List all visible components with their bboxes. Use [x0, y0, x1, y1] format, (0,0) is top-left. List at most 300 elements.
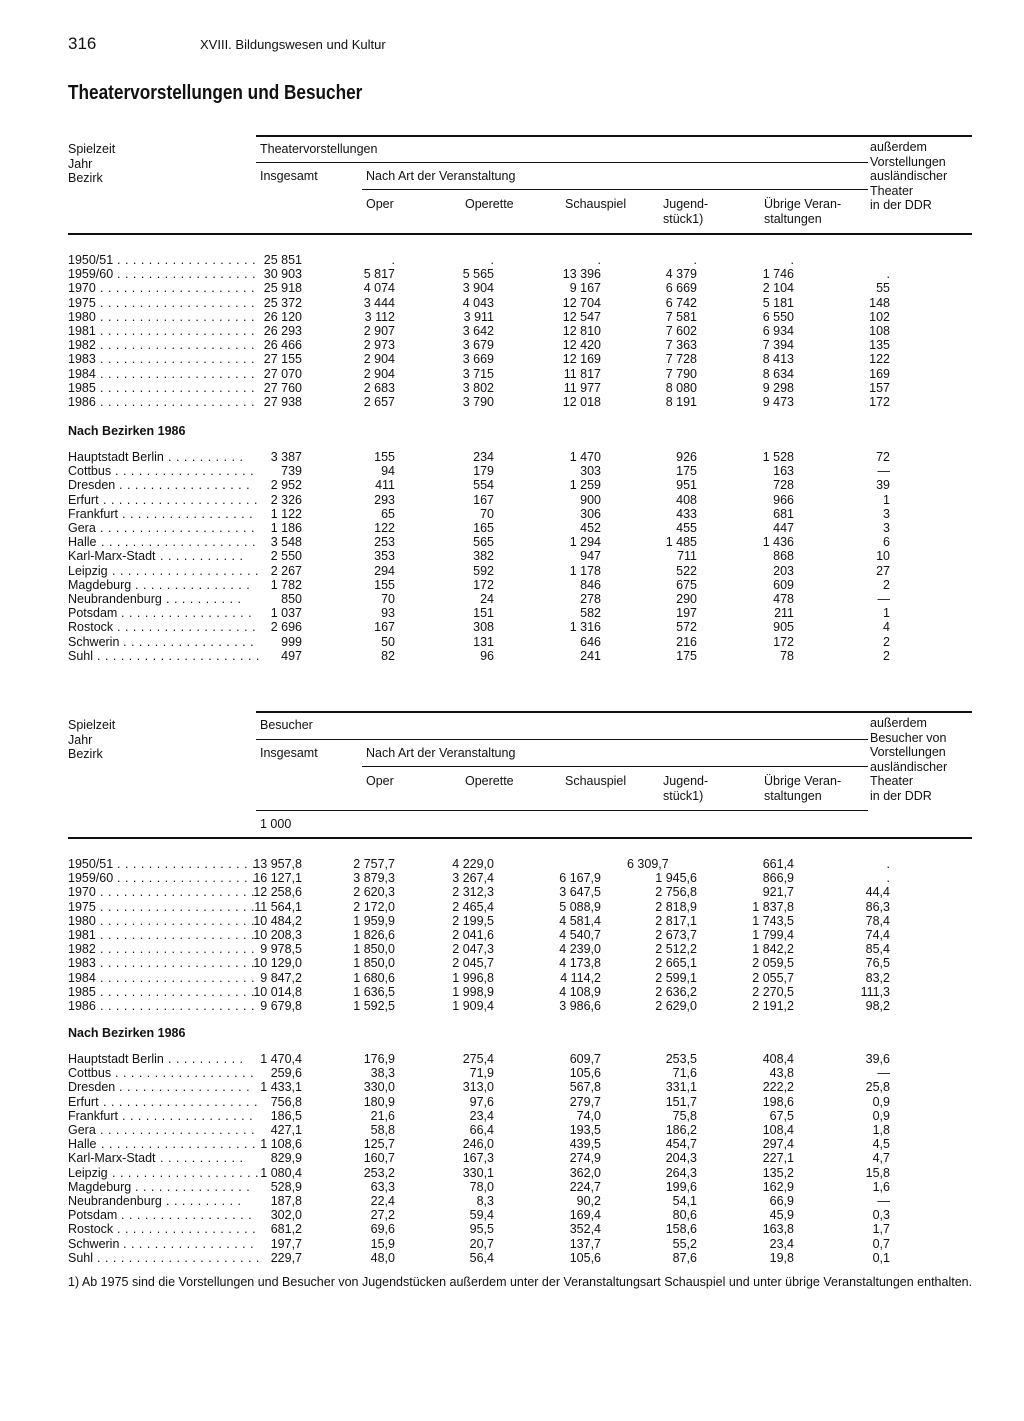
cell-value: 308	[473, 620, 494, 635]
cell-value: 148	[869, 295, 890, 310]
cell-value: 951	[676, 478, 697, 493]
t1-rule-bytype	[362, 189, 868, 190]
cell-value: 4,7	[872, 1151, 890, 1166]
table2-districts-row	[0, 1251, 1024, 1265]
leader-dots: . . . . . . . . . .	[166, 592, 242, 606]
cell-value: 246,0	[462, 1137, 494, 1152]
cell-value: 6 669	[665, 281, 697, 296]
table1-years-row	[0, 324, 1024, 338]
cell-value: 3	[883, 506, 890, 521]
table2-districts-row	[0, 1052, 1024, 1066]
table2-years-row	[0, 956, 1024, 970]
cell-value: 565	[473, 535, 494, 550]
leader-dots: . . . . . . . . . . . . . . . . . . . . .	[97, 648, 260, 663]
cell-value: 8 191	[665, 395, 697, 409]
cell-value: 97,6	[469, 1094, 494, 1109]
cell-value: 27 760	[263, 380, 302, 395]
cell-value: 3 802	[462, 380, 494, 395]
cell-value: 111,3	[860, 984, 890, 999]
cell-value: 11 564,1	[254, 899, 302, 914]
cell-value: 45,9	[769, 1208, 794, 1223]
cell-value: 3 790	[462, 395, 494, 409]
row-label: Hauptstadt Berlin	[68, 450, 164, 464]
leader-dots: . . . . . . . . . . . . . . . . . . . .	[100, 295, 255, 310]
cell-value: 8,3	[476, 1194, 494, 1208]
cell-value: 216	[676, 634, 697, 649]
cell-value: 3	[883, 521, 890, 535]
cell-value: 38,3	[370, 1066, 395, 1081]
table1-districts-row	[0, 606, 1024, 620]
cell-value: 1 837,8	[752, 899, 794, 914]
leader-dots: . . . . . . . . . . . . . . . . . . . .	[100, 970, 255, 985]
cell-value: 172	[473, 577, 494, 592]
row-label: Schwerin	[68, 1236, 120, 1251]
leader-dots: . . . . . . . . . . . . . . . . . . . .	[100, 395, 255, 409]
cell-value: 13 396	[562, 267, 601, 282]
leader-dots: . . . . . . . . . . . . . . . . .	[119, 478, 251, 493]
row-label: Frankfurt	[68, 506, 119, 521]
cell-value: 681	[773, 506, 794, 521]
cell-value: .	[391, 253, 395, 267]
leader-dots: . . . . . . . . . . . . . . . . .	[122, 1108, 254, 1123]
table1-years-row	[0, 395, 1024, 409]
cell-value: 253,5	[665, 1052, 697, 1066]
cell-value: 2	[883, 634, 890, 649]
table1-districts-row	[0, 535, 1024, 549]
cell-value: 11 817	[563, 366, 601, 381]
cell-value: 1 470,4	[260, 1052, 302, 1066]
cell-value: 11 977	[563, 380, 601, 395]
t2-rule-top	[256, 711, 972, 713]
leader-dots: . . . . . . . . . . . . . . . . . . . .	[100, 999, 255, 1013]
cell-value: 447	[773, 521, 794, 535]
leader-dots: . . . . . . . . . . . . . . . . . . . .	[100, 338, 255, 353]
leader-dots: . . . . . . . . . . . . . . . . . .	[117, 620, 257, 635]
cell-value: 2 055,7	[752, 970, 794, 985]
cell-value: 2 620,3	[353, 885, 395, 900]
cell-value: 172	[773, 634, 794, 649]
cell-value: 528,9	[270, 1179, 302, 1194]
cell-value: 2 047,3	[452, 942, 494, 957]
row-label: Dresden	[68, 478, 116, 493]
cell-value: 48,0	[370, 1250, 395, 1265]
row-label: Dresden	[68, 1080, 116, 1095]
cell-value: 131	[473, 634, 494, 649]
row-label: 1959/60	[68, 871, 114, 886]
table1-years-row	[0, 352, 1024, 366]
table1-districts-row	[0, 450, 1024, 464]
cell-value: 2 512,2	[655, 942, 697, 957]
t2-total-head: Insgesamt	[260, 746, 318, 760]
table1-districts-row	[0, 464, 1024, 478]
cell-value: 330,0	[363, 1080, 395, 1095]
cell-value: 3 112	[364, 309, 395, 324]
t1-rule-group	[256, 162, 868, 163]
cell-value: 352,4	[569, 1222, 601, 1237]
row-label: 1970	[68, 281, 96, 296]
table2-years-row	[0, 942, 1024, 956]
cell-value: 382	[473, 549, 494, 564]
cell-value: 868	[773, 549, 794, 564]
cell-value: 75,8	[672, 1108, 697, 1123]
row-label: 1950/51	[68, 253, 114, 267]
row-label: Erfurt	[68, 492, 99, 507]
cell-value: 554	[473, 478, 494, 493]
t2-unit: 1 000	[260, 817, 292, 831]
cell-value: 2 267	[270, 563, 302, 578]
table2-years-row	[0, 900, 1024, 914]
row-label: 1984	[68, 970, 96, 985]
row-label: 1970	[68, 885, 96, 900]
cell-value: 98,2	[865, 999, 890, 1013]
cell-value: 1 122	[270, 506, 302, 521]
cell-value: 6 934	[762, 324, 794, 338]
leader-dots: . . . . . . . . . . . . . . . . . . . .	[100, 984, 255, 999]
table1-districts-row	[0, 507, 1024, 521]
leader-dots: . . . . . . . . . . . . . . . . . . . .	[100, 281, 255, 296]
cell-value: 12 258,6	[253, 885, 302, 900]
row-label: 1980	[68, 309, 96, 324]
cell-value: —	[877, 1066, 890, 1081]
cell-value: 179	[473, 464, 494, 479]
cell-value: 63,3	[370, 1179, 395, 1194]
cell-value: 1 842,2	[752, 942, 794, 957]
cell-value: 151	[473, 606, 494, 621]
leader-dots: . . . . . . . . . . . . . . . . . . . .	[100, 366, 255, 381]
cell-value: 2 756,8	[655, 885, 697, 900]
table2-years-row	[0, 999, 1024, 1013]
cell-value: 78	[780, 648, 794, 663]
cell-value: .	[886, 871, 890, 886]
cell-value: 408,4	[762, 1052, 794, 1066]
t2-uebrige-head: Übrige Veran- staltungen	[764, 774, 842, 803]
chapter-title: XVIII. Bildungswesen und Kultur	[200, 37, 386, 52]
row-label: Halle	[68, 1137, 97, 1152]
cell-value: 7 602	[665, 324, 697, 338]
table2-districts-row	[0, 1151, 1024, 1165]
cell-value: 158,6	[665, 1222, 697, 1237]
cell-value: 199,6	[665, 1179, 697, 1194]
cell-value: 2 907	[363, 324, 395, 338]
cell-value: 297,4	[762, 1137, 794, 1152]
cell-value: 0,7	[872, 1236, 890, 1251]
cell-value: 681,2	[270, 1222, 302, 1237]
cell-value: 1	[883, 606, 890, 621]
table2-years-row	[0, 971, 1024, 985]
cell-value: 2 312,3	[452, 885, 494, 900]
cell-value: 3 548	[270, 535, 302, 550]
cell-value: 59,4	[469, 1208, 494, 1223]
row-label: 1980	[68, 913, 96, 928]
cell-value: 2 757,7	[353, 857, 395, 871]
t1-operette-head: Operette	[465, 197, 514, 211]
leader-dots: . . . . . . . . . . . . . . . . .	[121, 606, 253, 621]
leader-dots: . . . . . . . . . . . . . . . . . . . .	[100, 521, 255, 535]
leader-dots: . . . . . . . . . . . . . . . . . . . .	[103, 1094, 258, 1109]
cell-value: 3 387	[270, 450, 302, 464]
table1-districts-row	[0, 635, 1024, 649]
cell-value: 5 181	[762, 295, 794, 310]
cell-value: 1 998,9	[452, 984, 494, 999]
t2-merged-1950: 6 309,7	[627, 857, 669, 871]
cell-value: 9 679,8	[260, 999, 302, 1013]
cell-value: 2 657	[363, 395, 395, 409]
cell-value: 125,7	[363, 1137, 395, 1152]
cell-value: 850	[281, 592, 302, 606]
cell-value: .	[886, 267, 890, 282]
cell-value: 3 911	[463, 309, 494, 324]
leader-dots: . . . . . . . . . . . . . . . . . . . .	[100, 352, 255, 367]
cell-value: 966	[773, 492, 794, 507]
cell-value: .	[693, 253, 697, 267]
cell-value: 4,5	[872, 1137, 890, 1152]
row-label: Frankfurt	[68, 1108, 119, 1123]
row-label: Neubrandenburg	[68, 1194, 162, 1208]
cell-value: 1 470	[569, 450, 601, 464]
cell-value: 1 799,4	[752, 928, 794, 942]
cell-value: 1,6	[872, 1179, 890, 1194]
cell-value: 50	[381, 634, 395, 649]
cell-value: 947	[580, 549, 601, 564]
cell-value: 7 728	[665, 352, 697, 367]
table1-years-row	[0, 310, 1024, 324]
cell-value: 167	[374, 620, 395, 635]
leader-dots: . . . . . . . . . . . . . . . . . . .	[112, 1165, 259, 1180]
cell-value: 609	[773, 577, 794, 592]
cell-value: —	[877, 464, 890, 479]
row-label: 1982	[68, 338, 96, 353]
cell-value: 167,3	[462, 1151, 494, 1166]
cell-value: 162,9	[762, 1179, 794, 1194]
leader-dots: . . . . . . . . . . . . . . . . . .	[117, 253, 257, 267]
cell-value: 2 818,9	[655, 899, 697, 914]
cell-value: 108,4	[762, 1123, 794, 1137]
cell-value: 172	[869, 395, 890, 409]
cell-value: 108	[869, 324, 890, 338]
cell-value: 20,7	[469, 1236, 494, 1251]
table1-districts-row	[0, 521, 1024, 535]
cell-value: 2 952	[270, 478, 302, 493]
cell-value: 12 420	[562, 338, 601, 353]
cell-value: 16 127,1	[253, 871, 302, 886]
leader-dots: . . . . . . . . . . . . . . . . .	[122, 506, 254, 521]
cell-value: 87,6	[672, 1250, 697, 1265]
t1-rule-top	[256, 135, 972, 137]
row-label: Halle	[68, 535, 97, 550]
cell-value: 175	[676, 648, 697, 663]
leader-dots: . . . . . . . . . . .	[160, 1151, 244, 1166]
table2-districts-row	[0, 1180, 1024, 1194]
cell-value: 25,8	[865, 1080, 890, 1095]
row-label: Schwerin	[68, 634, 120, 649]
cell-value: 96	[480, 648, 494, 663]
table1-districts-row	[0, 564, 1024, 578]
cell-value: 0,9	[872, 1108, 890, 1123]
leader-dots: . . . . . . . . . . . . . . . . . . .	[112, 563, 259, 578]
cell-value: 169,4	[569, 1208, 601, 1223]
table2-districts-row	[0, 1109, 1024, 1123]
cell-value: 25 372	[263, 295, 302, 310]
t1-stub-head: Spielzeit Jahr Bezirk	[68, 142, 116, 185]
cell-value: 253	[374, 535, 395, 550]
cell-value: 302,0	[270, 1208, 302, 1223]
cell-value: 1 259	[569, 478, 601, 493]
cell-value: 10 014,8	[253, 984, 302, 999]
cell-value: 5 088,9	[559, 899, 601, 914]
cell-value: 27 938	[263, 395, 302, 409]
cell-value: 234	[473, 450, 494, 464]
cell-value: 70	[480, 506, 494, 521]
cell-value: 1 294	[569, 535, 601, 550]
cell-value: 2 696	[270, 620, 302, 635]
leader-dots: . . . . . . . . . . . . . . . . .	[119, 1080, 251, 1095]
cell-value: 27 070	[263, 366, 302, 381]
cell-value: 353	[374, 549, 395, 564]
leader-dots: . . . . . . . . . .	[168, 1052, 244, 1066]
cell-value: 1 909,4	[452, 999, 494, 1013]
cell-value: 95,5	[469, 1222, 494, 1237]
row-label: Suhl	[68, 1250, 94, 1265]
cell-value: 78,4	[865, 913, 890, 928]
row-label: 1982	[68, 942, 96, 957]
leader-dots: . . . . . . . . . . . . . . . . . . . .	[100, 885, 255, 900]
row-label: Rostock	[68, 620, 114, 635]
cell-value: 102	[869, 309, 890, 324]
cell-value: 23,4	[769, 1236, 794, 1251]
table1-districts-row	[0, 578, 1024, 592]
cell-value: 1 945,6	[655, 871, 697, 886]
cell-value: 1	[883, 492, 890, 507]
cell-value: 74,0	[576, 1108, 601, 1123]
table1-districts-row	[0, 478, 1024, 492]
leader-dots: . . . . . . . . . . . . . . .	[135, 577, 251, 592]
cell-value: 3 669	[462, 352, 494, 367]
row-label: Magdeburg	[68, 1179, 132, 1194]
cell-value: 82	[381, 648, 395, 663]
cell-value: 10	[876, 549, 890, 564]
row-label: Magdeburg	[68, 577, 132, 592]
cell-value: 739	[281, 464, 302, 479]
row-label: 1975	[68, 295, 96, 310]
cell-value: 105,6	[569, 1250, 601, 1265]
t2-rule-bottom	[68, 837, 972, 839]
row-label: Potsdam	[68, 606, 118, 621]
cell-value: 55,2	[672, 1236, 697, 1251]
cell-value: 2	[883, 577, 890, 592]
cell-value: 921,7	[762, 885, 794, 900]
row-label: Neubrandenburg	[68, 592, 162, 606]
cell-value: 151,7	[665, 1094, 697, 1109]
cell-value: 675	[676, 577, 697, 592]
row-label: 1985	[68, 380, 96, 395]
cell-value: 408	[676, 492, 697, 507]
cell-value: 135,2	[762, 1165, 794, 1180]
cell-value: 0,3	[872, 1208, 890, 1223]
cell-value: 155	[374, 450, 395, 464]
leader-dots: . . . . . . . . . . . . . . . . . . . .	[100, 324, 255, 338]
table2-years-row	[0, 985, 1024, 999]
t1-schauspiel-head: Schauspiel	[565, 197, 627, 211]
cell-value: 203	[773, 563, 794, 578]
cell-value: 12 704	[562, 295, 601, 310]
cell-value: 4 540,7	[559, 928, 601, 942]
cell-value: 224,7	[569, 1179, 601, 1194]
row-label: 1950/51	[68, 857, 114, 871]
leader-dots: . . . . . . . . . . . . . . . . . .	[115, 1066, 255, 1081]
table2-districts-row	[0, 1066, 1024, 1080]
cell-value: 452	[580, 521, 601, 535]
table1-districts-row	[0, 549, 1024, 563]
cell-value: —	[877, 592, 890, 606]
cell-value: 30 903	[263, 267, 302, 282]
page-number: 316	[68, 34, 97, 53]
cell-value: 186,5	[270, 1108, 302, 1123]
cell-value: 0,1	[872, 1250, 890, 1265]
row-label: Cottbus	[68, 464, 112, 479]
cell-value: 313,0	[462, 1080, 494, 1095]
cell-value: 12 810	[562, 324, 601, 338]
cell-value: 15,9	[370, 1236, 395, 1251]
cell-value: 157	[869, 380, 890, 395]
t2-rule-bytype	[362, 766, 868, 767]
cell-value: 1 316	[569, 620, 601, 635]
t1-bytype-head: Nach Art der Veranstaltung	[366, 169, 516, 183]
leader-dots: . . . . . . . . . . . . . . . . . . . .	[101, 1137, 256, 1152]
cell-value: 497	[281, 648, 302, 663]
cell-value: 93	[381, 606, 395, 621]
cell-value: 27	[876, 563, 890, 578]
cell-value: 1 743,5	[752, 913, 794, 928]
row-label: Gera	[68, 521, 96, 535]
cell-value: 198,6	[762, 1094, 794, 1109]
leader-dots: . . . . . . . . . . . . . . .	[135, 1179, 251, 1194]
cell-value: 2 973	[363, 338, 395, 353]
cell-value: 65	[381, 506, 395, 521]
leader-dots: . . . . . . . . . . . . . . . . . .	[117, 857, 257, 871]
table1-years-row	[0, 338, 1024, 352]
cell-value: 1 826,6	[353, 928, 395, 942]
cell-value: 2 045,7	[452, 956, 494, 971]
cell-value: 4	[883, 620, 890, 635]
t1-section-title: Nach Bezirken 1986	[68, 424, 186, 438]
table2-years-row	[0, 885, 1024, 899]
cell-value: 76,5	[865, 956, 890, 971]
cell-value: 25 851	[263, 253, 302, 267]
cell-value: 4 074	[363, 281, 395, 296]
cell-value: 2 059,5	[752, 956, 794, 971]
t1-total-head: Insgesamt	[260, 169, 318, 183]
cell-value: 15,8	[865, 1165, 890, 1180]
cell-value: 9 978,5	[260, 942, 302, 957]
cell-value: 999	[281, 634, 302, 649]
cell-value: 7 790	[665, 366, 697, 381]
table2-districts-row	[0, 1080, 1024, 1094]
leader-dots: . . . . . . . . . . . . . . . . . . . .	[100, 942, 255, 957]
cell-value: 522	[676, 563, 697, 578]
cell-value: 1 080,4	[260, 1165, 302, 1180]
cell-value: 24	[480, 592, 494, 606]
leader-dots: . . . . . . . . . .	[166, 1194, 242, 1208]
row-label: 1983	[68, 956, 96, 971]
row-label: Hauptstadt Berlin	[68, 1052, 164, 1066]
cell-value: 22,4	[370, 1194, 395, 1208]
leader-dots: . . . . . . . . . . . . . . . . . . . .	[100, 380, 255, 395]
row-label: Gera	[68, 1123, 96, 1137]
cell-value: 187,8	[270, 1194, 302, 1208]
cell-value: 1 746	[762, 267, 794, 282]
table1-districts-row	[0, 620, 1024, 634]
cell-value: 5 565	[462, 267, 494, 282]
